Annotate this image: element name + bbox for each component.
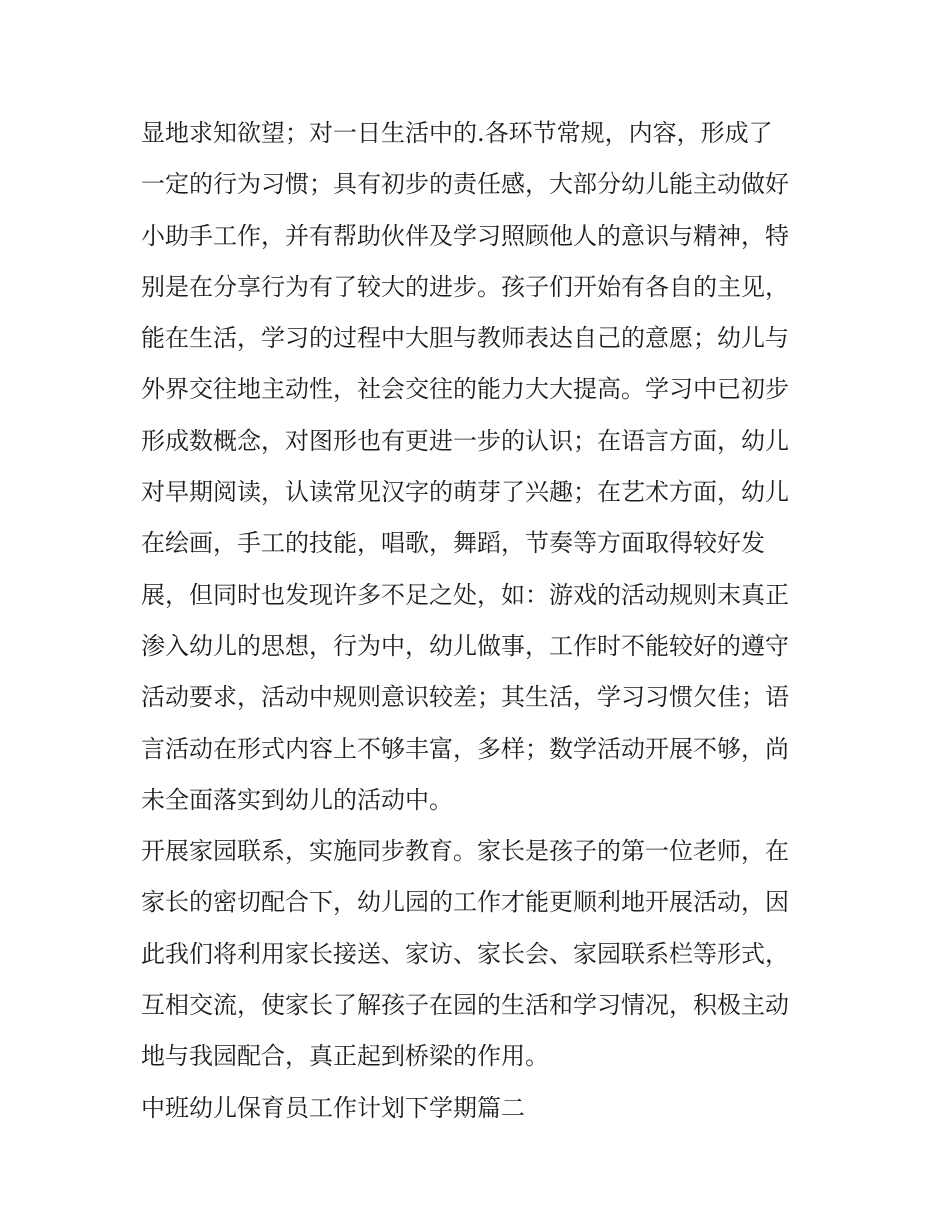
text-line: 能在生活，学习的过程中大胆与教师表达自己的意愿；幼儿与 (141, 324, 789, 353)
section-heading: 中班幼儿保育员工作计划下学期篇二 (141, 1093, 525, 1122)
text-line: 言活动在形式内容上不够丰富，多样；数学活动开展不够，尚 (141, 734, 789, 763)
text-line: 形成数概念，对图形也有更进一步的认识；在语言方面，幼儿 (141, 426, 789, 455)
text-line: 此我们将利用家长接送、家访、家长会、家园联系栏等形式， (141, 939, 789, 968)
text-line: 地与我园配合，真正起到桥梁的作用。 (141, 1042, 549, 1071)
text-line: 互相交流，使家长了解孩子在园的生活和学习情况，积极主动 (141, 991, 789, 1020)
text-line: 外界交往地主动性，社会交往的能力大大提高。学习中已初步 (141, 375, 789, 404)
text-line: 家长的密切配合下，幼儿园的工作才能更顺利地开展活动，因 (141, 888, 789, 917)
text-line: 在绘画，手工的技能，唱歌，舞蹈，节奏等方面取得较好发 (141, 529, 765, 558)
text-line: 别是在分享行为有了较大的进步。孩子们开始有各自的主见， (141, 272, 789, 301)
text-line: 渗入幼儿的思想，行为中，幼儿做事，工作时不能较好的遵守 (141, 631, 789, 660)
text-line: 小助手工作，并有帮助伙伴及学习照顾他人的意识与精神，特 (141, 221, 789, 250)
document-body (141, 108, 821, 1134)
text-line: 展，但同时也发现许多不足之处，如：游戏的活动规则末真正 (141, 580, 789, 609)
text-line: 对早期阅读，认读常见汉字的萌芽了兴趣；在艺术方面，幼儿 (141, 478, 789, 507)
text-line: 开展家园联系，实施同步教育。家长是孩子的第一位老师，在 (141, 837, 789, 866)
text-line: 活动要求，活动中规则意识较差；其生活，学习习惯欠佳；语 (141, 683, 789, 712)
text-line: 一定的行为习惯；具有初步的责任感，大部分幼儿能主动做好 (141, 170, 789, 199)
text-line: 显地求知欲望；对一日生活中的.各环节常规，内容，形成了 (141, 119, 773, 147)
text-line: 未全面落实到幼儿的活动中。 (141, 785, 453, 814)
